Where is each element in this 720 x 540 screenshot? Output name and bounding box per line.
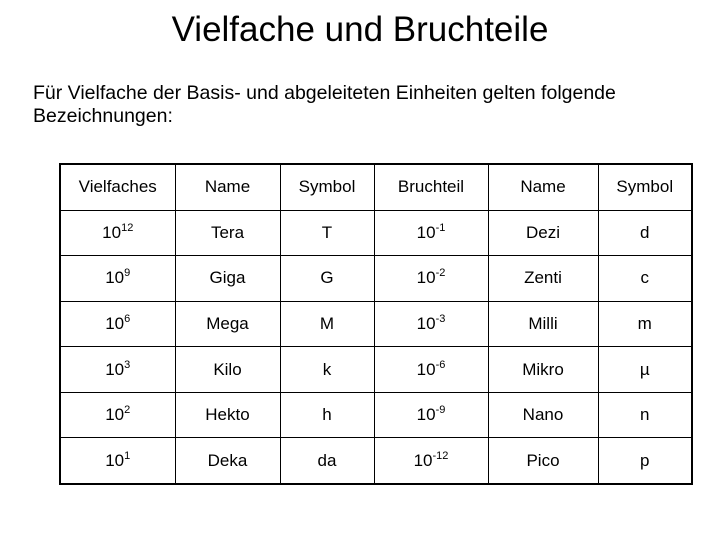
multiple-symbol: da bbox=[280, 438, 374, 484]
fraction-power-exponent: -6 bbox=[435, 358, 446, 371]
intro-line-1: Für Vielfache der Basis- und abgeleiteten Einheiten gelten folgende bbox=[33, 82, 616, 104]
fraction-power-exponent: -9 bbox=[435, 404, 446, 417]
multiple-symbol: h bbox=[280, 392, 374, 438]
multiple-power-exponent: 3 bbox=[124, 358, 131, 371]
multiple-power-base: 10 bbox=[105, 450, 125, 470]
multiple-power bbox=[60, 301, 175, 347]
page-title: Vielfache und Bruchteile bbox=[171, 10, 549, 49]
table-header-row bbox=[60, 164, 692, 210]
header-symbol-multiple: Symbol bbox=[280, 164, 374, 210]
multiple-power bbox=[60, 392, 175, 438]
fraction-name: Nano bbox=[488, 392, 598, 438]
multiple-power bbox=[60, 256, 175, 302]
fraction-power-exponent: -3 bbox=[435, 312, 446, 325]
table-row bbox=[60, 256, 692, 302]
fraction-symbol: d bbox=[598, 210, 692, 256]
multiple-power-base: 10 bbox=[105, 405, 125, 425]
fraction-symbol: µ bbox=[598, 347, 692, 393]
table-row bbox=[60, 438, 692, 484]
fraction-power-base: 10 bbox=[416, 222, 436, 242]
multiple-symbol: M bbox=[280, 301, 374, 347]
fraction-power-base: 10 bbox=[416, 359, 436, 379]
fraction-power bbox=[374, 301, 488, 347]
multiple-power-exponent: 1 bbox=[124, 449, 131, 462]
fraction-name: Milli bbox=[488, 301, 598, 347]
fraction-symbol: m bbox=[598, 301, 692, 347]
fraction-power bbox=[374, 392, 488, 438]
multiple-power bbox=[60, 438, 175, 484]
table-row bbox=[60, 392, 692, 438]
prefix-table bbox=[59, 163, 693, 485]
multiple-power-exponent: 6 bbox=[124, 312, 131, 325]
fraction-power bbox=[374, 256, 488, 302]
table-row bbox=[60, 210, 692, 256]
multiple-power bbox=[60, 347, 175, 393]
fraction-power-base: 10 bbox=[416, 313, 436, 333]
fraction-power bbox=[374, 438, 488, 484]
fraction-symbol: n bbox=[598, 392, 692, 438]
fraction-symbol: c bbox=[598, 256, 692, 302]
header-name-fraction: Name bbox=[488, 164, 598, 210]
fraction-name: Zenti bbox=[488, 256, 598, 302]
fraction-name: Dezi bbox=[488, 210, 598, 256]
multiple-name: Hekto bbox=[175, 392, 280, 438]
multiple-symbol: T bbox=[280, 210, 374, 256]
fraction-power-exponent: -1 bbox=[435, 221, 446, 234]
header-name-multiple: Name bbox=[175, 164, 280, 210]
fraction-power-base: 10 bbox=[413, 450, 433, 470]
fraction-power-exponent: -12 bbox=[432, 449, 449, 462]
intro-text bbox=[33, 82, 693, 128]
multiple-name: Kilo bbox=[175, 347, 280, 393]
fraction-power-base: 10 bbox=[416, 405, 436, 425]
fraction-power bbox=[374, 210, 488, 256]
fraction-power-base: 10 bbox=[416, 268, 436, 288]
table-row bbox=[60, 347, 692, 393]
multiple-symbol: k bbox=[280, 347, 374, 393]
multiple-name: Mega bbox=[175, 301, 280, 347]
fraction-power bbox=[374, 347, 488, 393]
multiple-power bbox=[60, 210, 175, 256]
fraction-name: Pico bbox=[488, 438, 598, 484]
multiple-power-base: 10 bbox=[105, 359, 125, 379]
fraction-power-exponent: -2 bbox=[435, 267, 446, 280]
multiple-name: Giga bbox=[175, 256, 280, 302]
multiple-name: Deka bbox=[175, 438, 280, 484]
table-row bbox=[60, 301, 692, 347]
intro-line-2: Bezeichnungen: bbox=[33, 105, 173, 127]
header-bruchteil: Bruchteil bbox=[374, 164, 488, 210]
multiple-name: Tera bbox=[175, 210, 280, 256]
multiple-power-exponent: 2 bbox=[124, 404, 131, 417]
table-body bbox=[60, 210, 692, 484]
header-symbol-fraction: Symbol bbox=[598, 164, 692, 210]
multiple-symbol: G bbox=[280, 256, 374, 302]
header-vielfaches: Vielfaches bbox=[60, 164, 175, 210]
multiple-power-exponent: 12 bbox=[121, 221, 134, 234]
multiple-power-exponent: 9 bbox=[124, 267, 131, 280]
multiple-power-base: 10 bbox=[105, 313, 125, 333]
multiple-power-base: 10 bbox=[102, 222, 122, 242]
multiple-power-base: 10 bbox=[105, 268, 125, 288]
fraction-symbol: p bbox=[598, 438, 692, 484]
fraction-name: Mikro bbox=[488, 347, 598, 393]
